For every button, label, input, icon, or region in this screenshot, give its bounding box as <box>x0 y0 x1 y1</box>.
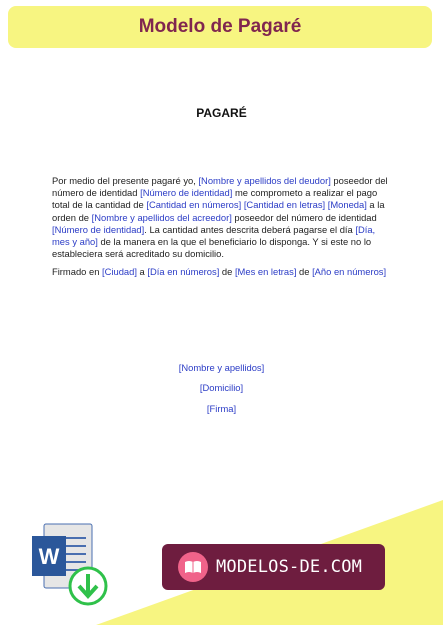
placeholder-field: [Cantidad en números] <box>146 199 242 211</box>
signature-name: [Nombre y apellidos] <box>178 362 265 373</box>
body-text: Firmado en <box>52 266 103 277</box>
body-text: de <box>219 266 235 277</box>
body-text: me comprometo a realizar el pago total de la cantidad de <box>52 187 378 211</box>
body-text: de la manera en la que el beneficiario lo disponga. Y si este no lo estableciera será acreditado su domicilio. <box>52 236 372 260</box>
signature-line: [Firma] <box>206 403 237 414</box>
download-arrow-icon <box>70 568 106 604</box>
word-download-icon[interactable] <box>30 520 112 612</box>
placeholder-field: [Día, mes y año] <box>52 223 376 248</box>
body-text: poseedor del número de identidad <box>52 175 388 199</box>
svg-text:W: W <box>38 544 60 569</box>
body-text: a la orden de <box>52 199 385 223</box>
header-title: Modelo de Pagaré <box>138 16 302 37</box>
body-text: de <box>296 266 313 277</box>
brand-label: MODELOS-DE.COM <box>216 557 363 577</box>
signed-at-paragraph <box>52 266 392 278</box>
document-title: PAGARÉ <box>196 106 247 120</box>
placeholder-field: [Mes en letras] <box>234 266 297 277</box>
placeholder-field: [Año en números] <box>312 266 387 277</box>
header-banner <box>8 6 432 48</box>
book-icon <box>178 552 208 582</box>
placeholder-field: [Cantidad en letras] <box>243 199 326 211</box>
signature-address: [Domicilio] <box>199 382 244 393</box>
placeholder-field: [Ciudad] <box>102 266 137 277</box>
placeholder-field: [Número de identidad] <box>52 223 145 235</box>
placeholder-field: [Número de identidad] <box>140 187 233 199</box>
placeholder-field: [Moneda] <box>327 199 367 211</box>
placeholder-field: [Nombre y apellidos del acreedor] <box>91 211 232 223</box>
promissory-paragraph <box>52 175 392 260</box>
body-text: . La cantidad antes descrita deberá pagarse el día <box>144 223 356 235</box>
placeholder-field: [Nombre y apellidos del deudor] <box>198 175 331 186</box>
modelos-de-brand-button[interactable] <box>162 544 385 590</box>
body-text: a <box>136 266 148 277</box>
body-text: poseedor del número de identidad <box>231 211 377 223</box>
placeholder-field: [Día en números] <box>147 266 220 277</box>
body-text: Por medio del presente pagaré yo, <box>52 175 199 186</box>
